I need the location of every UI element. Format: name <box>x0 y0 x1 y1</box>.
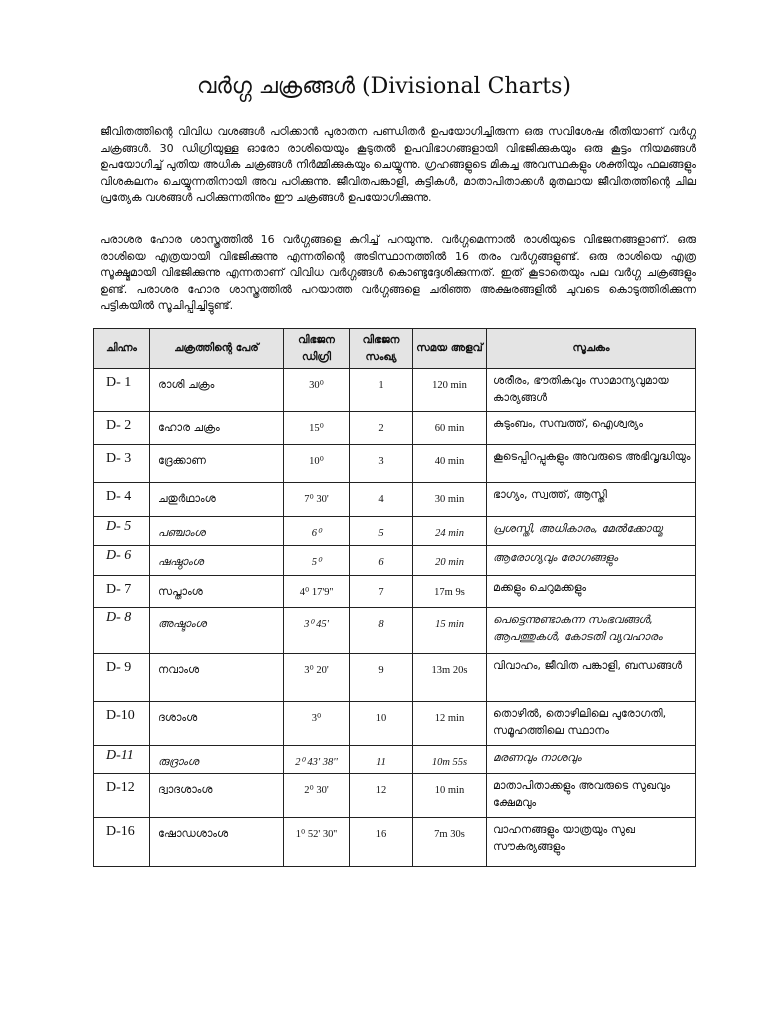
intro-paragraph: ജീവിതത്തിന്റെ വിവിധ വശങ്ങൾ പഠിക്കാൻ പുരാതന പണ്ഡിതർ ഉപയോഗിച്ചിരുന്ന ഒരു സവിശേഷ രീതിയാണ് വർഗ്ഗ ചക്രങ്ങൾ. 30 ഡിഗ്രിയുള്ള ഓരോ രാശിയെയും കൂടുതൽ ഉപവിഭാഗങ്ങളായി വിഭജിക്കുകയും ഒരു കൂട്ടം നിയമങ്ങൾ ഉപയോഗിച്ച് പുതിയ അധിക ചക്രങ്ങൾ നിർമ്മിക്കുകയും ചെയ്യുന്നു. ഗ്രഹങ്ങളുടെ മികച്ച അവസ്ഥകളും ശക്തിയും ഫലങ്ങളും വിശകലനം ചെയ്യുന്നതിനായി അവ പഠിക്കുന്നു. ജീവിതപങ്കാളി, കുട്ടികൾ, മാതാപിതാക്കൾ മുതലായ ജീവിതത്തിന്റെ ചില പ്രത്യേക വശങ്ങൾ പഠിക്കുന്നതിനും ഈ ചക്രങ്ങൾ ഉപയോഗിക്കുന്നു. <box>100 125 696 204</box>
cell-chart-name: നവാംശ <box>150 654 284 702</box>
cell-indication: പ്രശസ്തി, അധികാരം, മേൽക്കോയ്മ <box>487 517 696 546</box>
cell-chart-name: ദശാംശ <box>150 702 284 746</box>
cell-symbol: D- 7 <box>94 576 150 608</box>
header-time-measure: സമയ അളവ് <box>413 329 487 369</box>
cell-indication: തൊഴിൽ, തൊഴിലിലെ പുരോഗതി, സമൂഹത്തിലെ സ്ഥാനം <box>487 702 696 746</box>
table-row <box>94 818 696 867</box>
header-indication: സൂചകം <box>487 329 696 369</box>
cell-symbol: D-12 <box>94 774 150 818</box>
parashara-paragraph: പരാശര ഹോര ശാസ്ത്രത്തിൽ 16 വർഗ്ഗങ്ങളെ കുറിച്ച് പറയുന്നു. വർഗ്ഗമെന്നാൽ രാശിയുടെ വിഭജനങ്ങളാണ്. ഒരു രാശിയെ എത്രയായി വിഭജിക്കുന്നു എന്നതിന്റെ അടിസ്ഥാനത്തിൽ 16 തരം വർഗ്ഗങ്ങളുണ്ട്. ഒരു രാശിയെ എത്ര സൂക്ഷ്മമായി വിഭജിക്കുന്നു എന്നതാണ് വിവിധ വർഗ്ഗങ്ങൾ കൊണ്ടുദ്ദേശിക്കുന്നത്. ഇത് കൂടാതെയും പല വർഗ്ഗ ചക്രങ്ങളും ഉണ്ട്. പരാശര ഹോര ശാസ്ത്രത്തിൽ പറയാത്ത വർഗ്ഗങ്ങളെ ചരിഞ്ഞ അക്ഷരങ്ങളിൽ ചുവടെ കൊടുത്തിരിക്കുന്ന പട്ടികയിൽ സൂചിപ്പിച്ചിട്ടുണ്ട്. <box>100 233 696 312</box>
cell-time-measure: 60 min <box>413 412 487 445</box>
cell-division-degree: 7⁰ 30' <box>284 483 350 517</box>
table-row <box>94 517 696 546</box>
cell-symbol: D- 6 <box>94 546 150 576</box>
cell-indication: മരണവും നാശവും <box>487 746 696 774</box>
table-row <box>94 774 696 818</box>
table-row <box>94 412 696 445</box>
cell-chart-name: ചതുർഥാംശ <box>150 483 284 517</box>
cell-time-measure: 30 min <box>413 483 487 517</box>
table-row <box>94 576 696 608</box>
table-row <box>94 445 696 483</box>
cell-division-degree: 10⁰ <box>284 445 350 483</box>
cell-time-measure: 120 min <box>413 369 487 412</box>
cell-division-degree: 4⁰ 17'9'' <box>284 576 350 608</box>
cell-chart-name: രുദ്രാംശ <box>150 746 284 774</box>
cell-division-number: 7 <box>350 576 413 608</box>
cell-division-number: 10 <box>350 702 413 746</box>
cell-time-measure: 17m 9s <box>413 576 487 608</box>
cell-division-degree: 2⁰ 43' 38'' <box>284 746 350 774</box>
cell-time-measure: 10 min <box>413 774 487 818</box>
cell-chart-name: അഷ്ടാംശ <box>150 608 284 654</box>
cell-symbol: D-11 <box>94 746 150 774</box>
table-body <box>94 369 696 867</box>
table-row <box>94 608 696 654</box>
cell-division-number: 11 <box>350 746 413 774</box>
table-row <box>94 654 696 702</box>
cell-symbol: D- 1 <box>94 369 150 412</box>
cell-division-number: 16 <box>350 818 413 867</box>
cell-time-measure: 13m 20s <box>413 654 487 702</box>
cell-division-degree: 2⁰ 30' <box>284 774 350 818</box>
header-division-degree: വിഭജന ഡിഗ്രി <box>284 329 350 369</box>
cell-time-measure: 24 min <box>413 517 487 546</box>
cell-symbol: D-16 <box>94 818 150 867</box>
page-title: വർഗ്ഗ ചക്രങ്ങൾ (Divisional Charts) <box>197 74 571 99</box>
cell-symbol: D- 3 <box>94 445 150 483</box>
cell-division-degree: 6⁰ <box>284 517 350 546</box>
cell-symbol: D- 4 <box>94 483 150 517</box>
cell-indication: കൂടെപ്പിറപ്പുകളും അവരുടെ അഭിവൃദ്ധിയും <box>487 445 696 483</box>
cell-symbol: D- 8 <box>94 608 150 654</box>
cell-chart-name: ഹോര ചക്രം <box>150 412 284 445</box>
cell-division-number: 12 <box>350 774 413 818</box>
cell-chart-name: ഷോഡശാംശ <box>150 818 284 867</box>
cell-time-measure: 15 min <box>413 608 487 654</box>
table-row <box>94 546 696 576</box>
cell-division-number: 6 <box>350 546 413 576</box>
table-row <box>94 702 696 746</box>
table-row <box>94 483 696 517</box>
cell-division-number: 1 <box>350 369 413 412</box>
cell-indication: കുടുംബം, സമ്പത്ത്, ഐശ്വര്യം <box>487 412 696 445</box>
cell-indication: മാതാപിതാക്കളും അവരുടെ സുഖവും ക്ഷേമവും <box>487 774 696 818</box>
cell-division-degree: 30⁰ <box>284 369 350 412</box>
cell-division-degree: 3⁰ 45' <box>284 608 350 654</box>
cell-division-number: 5 <box>350 517 413 546</box>
cell-division-number: 3 <box>350 445 413 483</box>
cell-chart-name: സപ്താംശ <box>150 576 284 608</box>
cell-indication: വിവാഹം, ജീവിത പങ്കാളി, ബന്ധങ്ങൾ <box>487 654 696 702</box>
table-row <box>94 369 696 412</box>
header-symbol: ചിഹ്നം <box>94 329 150 369</box>
cell-indication: പെട്ടെന്നുണ്ടാകുന്ന സംഭവങ്ങൾ, ആപത്തുകൾ, കോടതി വ്യവഹാരം <box>487 608 696 654</box>
table-header-row <box>94 329 696 369</box>
cell-chart-name: ദ്രേക്കാണ <box>150 445 284 483</box>
cell-division-number: 2 <box>350 412 413 445</box>
cell-indication: മക്കളും ചെറുമക്കളും <box>487 576 696 608</box>
cell-symbol: D- 9 <box>94 654 150 702</box>
cell-chart-name: പഞ്ചാംശ <box>150 517 284 546</box>
cell-time-measure: 20 min <box>413 546 487 576</box>
cell-indication: ശരീരം, ഭൗതികവും സാമാന്യവുമായ കാര്യങ്ങൾ <box>487 369 696 412</box>
cell-chart-name: രാശി ചക്രം <box>150 369 284 412</box>
cell-indication: ഭാഗ്യം, സ്വത്ത്, ആസ്തി <box>487 483 696 517</box>
cell-chart-name: ഷഷ്ഠാംശ <box>150 546 284 576</box>
table-row <box>94 746 696 774</box>
cell-indication: ആരോഗ്യവും രോഗങ്ങളും <box>487 546 696 576</box>
cell-time-measure: 10m 55s <box>413 746 487 774</box>
cell-chart-name: ദ്വാദശാംശ <box>150 774 284 818</box>
cell-division-number: 4 <box>350 483 413 517</box>
cell-time-measure: 12 min <box>413 702 487 746</box>
cell-symbol: D- 2 <box>94 412 150 445</box>
cell-indication: വാഹനങ്ങളും യാത്രയും സുഖ സൗകര്യങ്ങളും <box>487 818 696 867</box>
cell-division-degree: 15⁰ <box>284 412 350 445</box>
divisional-charts-table <box>93 328 696 867</box>
cell-division-number: 9 <box>350 654 413 702</box>
cell-division-degree: 3⁰ <box>284 702 350 746</box>
header-division-number: വിഭജന സംഖ്യ <box>350 329 413 369</box>
cell-division-degree: 1⁰ 52' 30'' <box>284 818 350 867</box>
cell-division-number: 8 <box>350 608 413 654</box>
header-chart-name: ചക്രത്തിന്റെ പേര് <box>150 329 284 369</box>
cell-time-measure: 40 min <box>413 445 487 483</box>
cell-symbol: D-10 <box>94 702 150 746</box>
cell-division-degree: 5⁰ <box>284 546 350 576</box>
cell-time-measure: 7m 30s <box>413 818 487 867</box>
cell-symbol: D- 5 <box>94 517 150 546</box>
cell-division-degree: 3⁰ 20' <box>284 654 350 702</box>
